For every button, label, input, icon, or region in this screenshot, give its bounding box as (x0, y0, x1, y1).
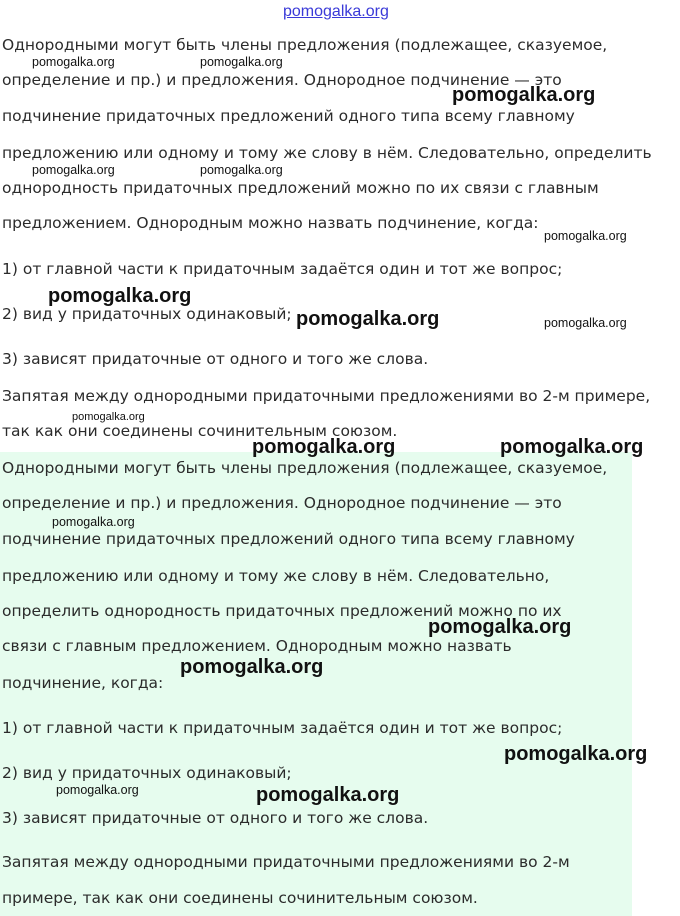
watermark: pomogalka.org (180, 656, 324, 678)
watermark: pomogalka.org (32, 55, 115, 69)
watermark: pomogalka.org (428, 616, 572, 638)
text-line: Однородными могут быть члены предложения (подлежащее, сказуемое, (2, 459, 608, 477)
watermark: pomogalka.org (452, 84, 596, 106)
watermark: pomogalka.org (296, 308, 440, 330)
watermark: pomogalka.org (200, 163, 283, 177)
text-line: Однородными могут быть члены предложения (подлежащее, сказуемое, (2, 36, 608, 54)
text-line: подчинение придаточных предложений одного типа всему главному (2, 530, 575, 548)
watermark: pomogalka.org (256, 784, 400, 806)
text-line: 2) вид у придаточных одинаковый; (2, 764, 292, 782)
site-link[interactable]: pomogalka.org (283, 3, 389, 20)
text-line: связи с главным предложением. Однородным можно назвать (2, 637, 512, 655)
text-line: определение и пр.) и предложения. Однородное подчинение — это (2, 71, 562, 89)
watermark: pomogalka.org (504, 743, 648, 765)
text-line: примере, так как они соединены сочинительным союзом. (2, 889, 478, 907)
watermark: pomogalka.org (544, 229, 627, 243)
text-line: определение и пр.) и предложения. Однородное подчинение — это (2, 494, 562, 512)
watermark: pomogalka.org (72, 411, 145, 423)
text-line: предложению или одному и тому же слову в нём. Следовательно, определить (2, 144, 652, 162)
text-line: так как они соединены сочинительным союзом. (2, 422, 398, 440)
text-line: предложению или одному и тому же слову в нём. Следовательно, (2, 567, 550, 585)
text-line: подчинение, когда: (2, 674, 164, 692)
watermark: pomogalka.org (200, 55, 283, 69)
text-line: 1) от главной части к придаточным задаётся один и тот же вопрос; (2, 260, 563, 278)
watermark: pomogalka.org (500, 436, 644, 458)
text-line: определить однородность придаточных предложений можно по их (2, 602, 562, 620)
text-line: 3) зависят придаточные от одного и того же слова. (2, 809, 429, 827)
text-line: Запятая между однородными придаточными предложениями во 2-м (2, 853, 570, 871)
watermark: pomogalka.org (544, 316, 627, 330)
text-line: предложением. Однородным можно назвать подчинение, когда: (2, 214, 539, 232)
watermark: pomogalka.org (48, 285, 192, 307)
text-line: 1) от главной части к придаточным задаётся один и тот же вопрос; (2, 719, 563, 737)
text-line: Запятая между однородными придаточными предложениями во 2-м примере, (2, 387, 651, 405)
watermark: pomogalka.org (252, 436, 396, 458)
text-line: 3) зависят придаточные от одного и того же слова. (2, 350, 429, 368)
watermark: pomogalka.org (32, 163, 115, 177)
text-line: однородность придаточных предложений можно по их связи с главным (2, 179, 599, 197)
watermark: pomogalka.org (56, 783, 139, 797)
text-line: подчинение придаточных предложений одного типа всему главному (2, 107, 575, 125)
watermark: pomogalka.org (52, 515, 135, 529)
text-line: 2) вид у придаточных одинаковый; (2, 305, 292, 323)
